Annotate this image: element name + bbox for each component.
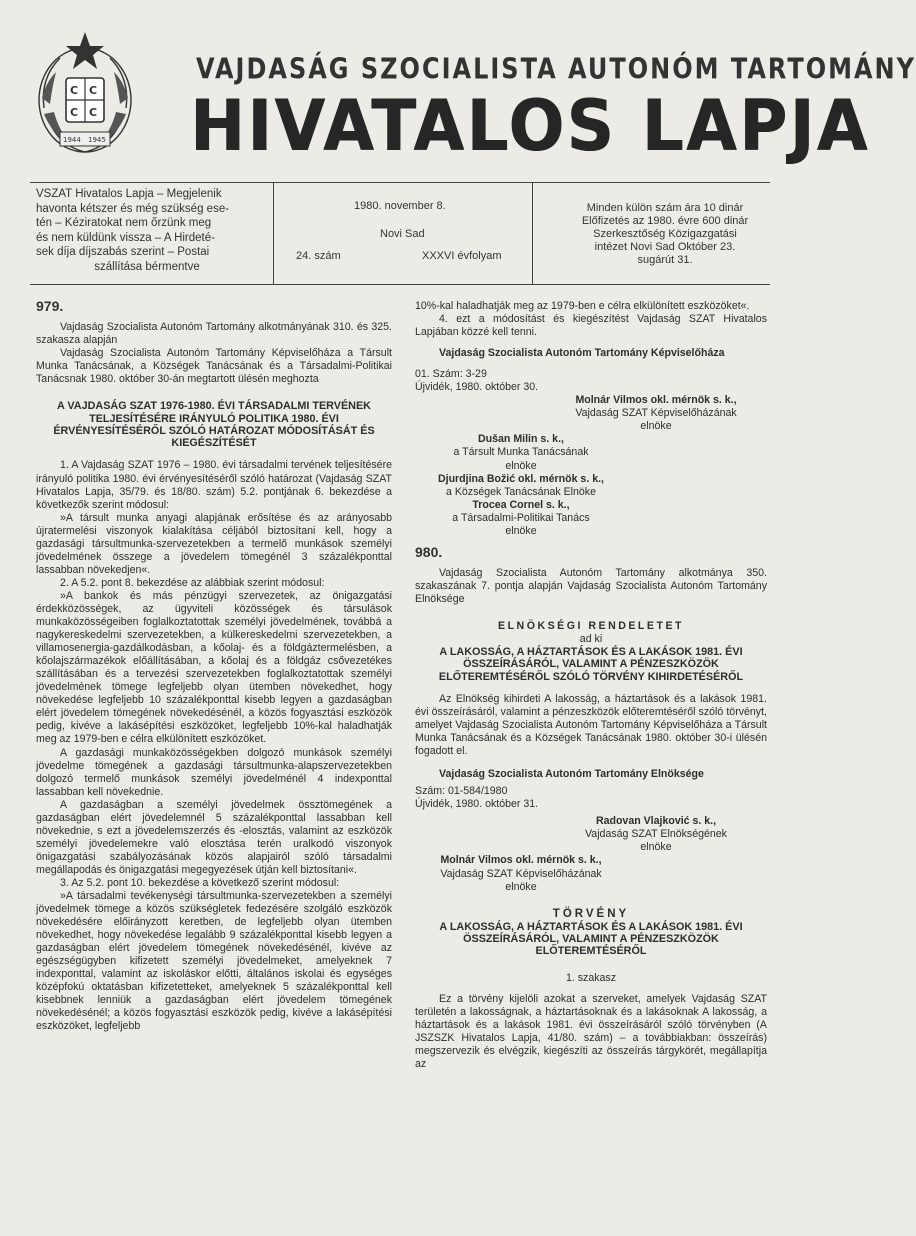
svg-text:1944: 1944 bbox=[63, 136, 81, 144]
svg-text:C: C bbox=[89, 84, 98, 97]
body-paragraph: »A bankok és más pénzügyi szervezetek, az önigazgatási érdekközösségek, az ügyviteli közösségek és társulások munkaközösségeiben foglalkoztatottak személyi jövedelmének, továbbá a nagykereskedelmi szervezetekben, a külkereskedelmi szervezetekben, a villamosenergia-gazdálkodásban, a kőolaj- és a földgáztermelésben, a kőolajszármazékok előállításában, a kőolaj és a földgáz csővezetékes szállításában és a tervezési szervezetekben foglalkoztatottak személyi jövedelmének tömege legfeljebb olyan ütemben növekedhet, hogy növekedése legfeljebb 10 százalékponttal kisebb legyen a gazdaságban elért jövedelem tömegének növekedésénél, a közös fogyasztási eszközök pedig, kivéve a lakásépítési eszközöket, legfeljebb 10%-kal haladhatják meg az 1979-ben e célra elkülönített eszközöket. bbox=[36, 589, 392, 746]
law-heading: A LAKOSSÁG, A HÁZTARTÁSOK ÉS A LAKÁSOK 1981. ÉVI ÖSSZEÍRÁSÁRÓL, VALAMINT A PÉNZESZKÖZÖK ELŐTEREMTÉSÉRŐL bbox=[439, 920, 743, 958]
decree-title: ELNÖKSÉGI RENDELETET bbox=[498, 619, 684, 632]
body-paragraph: A gazdaságban a személyi jövedelmek össztömegének a gazdaságban elért jövedelemnél 5 százalékponttal lassabban kell növekednie, s ezt a jövedelemszerzés és -elosztás, valamint az eszközök személyi jövedelemekre való elosztása terén uralkodó viszonyok önigazgatási szabályozásának közös alapjairól szóló társadalmi megállapodás és önigazgatási megegyezések útján kell biztosítani«. bbox=[36, 798, 392, 876]
body-paragraph: »A társult munka anyagi alapjának erősítése és az arányosabb újratermelési viszonyok kialakítása céljából biztosítani kell, hogy a gazdasági társultmunka-szervezetekben a termelő munkások személyi jövedelmének összege a jövedelem tömegénél 3 százalékponttal lassabban növekedjen«. bbox=[36, 511, 392, 576]
place-date: Újvidék, 1980. október 31. bbox=[415, 798, 539, 811]
right-column bbox=[415, 300, 767, 1071]
masthead-subtitle: VAJDASÁG SZOCIALISTA AUTONÓM TARTOMÁNY bbox=[196, 52, 916, 86]
decree-subtitle: ad ki bbox=[579, 633, 603, 646]
body-paragraph: 3. Az 5.2. pont 10. bekezdése a következő szerint módosul: bbox=[60, 876, 340, 889]
reference-number: 01. Szám: 3-29 bbox=[415, 368, 487, 381]
issue-details bbox=[276, 190, 528, 280]
item-number-980: 980. bbox=[415, 543, 443, 560]
law-title: TÖRVÉNY bbox=[552, 907, 630, 920]
intro-paragraph: Vajdaság Szocialista Autonóm Tartomány Képviselőháza a Társult Munka Tanácsának, a Községek Tanácsának és a Társadalmi-Politikai Tanácsnak 1980. október 30-án megtartott ülésén meghozta bbox=[36, 347, 392, 386]
issue-number: 24. szám bbox=[296, 250, 341, 262]
info-divider-left bbox=[273, 182, 274, 284]
item-number-979: 979. bbox=[36, 298, 64, 314]
svg-text:C: C bbox=[70, 84, 79, 97]
left-column bbox=[36, 300, 392, 1034]
body-paragraph: 2. A 5.2. pont 8. bekezdése az alábbiak szerint módosul: bbox=[60, 576, 325, 589]
body-paragraph: Az Elnökség kihirdeti A lakosság, a háztartások és a lakások 1981. évi összeírásáról, valamint a pénzeszközök előteremtéséről szóló törvényt, amelyet Vajdaság Szocialista Autonóm Tartomány Képviselőháza a Társult Munka Tanácsának és a Községek Tanácsának 1980. október 30-i ülésén fogadott el. bbox=[415, 692, 767, 758]
svg-text:C: C bbox=[70, 106, 79, 119]
body-paragraph: 4. ezt a módosítást és kiegészítést Vajdaság SZAT Hivatalos Lapjában közzé kell tenni. bbox=[415, 313, 767, 339]
intro-paragraph: Vajdaság Szocialista Autonóm Tartomány alkotmánya 350. szakaszának 7. pontja alapján Vajdaság Szocialista Autonóm Tartomány Elnöksége bbox=[415, 566, 767, 605]
top-rule bbox=[30, 182, 770, 183]
coat-of-arms-icon bbox=[30, 28, 140, 164]
signature-block: Molnár Vilmos okl. mérnök s. k., Vajdaság SZAT Képviselőházának elnöke bbox=[440, 854, 602, 893]
body-paragraph: A gazdasági munkaközösségekben dolgozó munkások személyi jövedelme tömegének a gazdasági társultmunka-alapszervezetekben dolgozó termelő munkások személyi jövedelménél 4 indexponttal lassabban kell növekednie. bbox=[36, 746, 392, 798]
reference-number: Szám: 01-584/1980 bbox=[415, 785, 508, 798]
bottom-rule bbox=[30, 284, 770, 285]
signature-block: Molnár Vilmos okl. mérnök s. k., Vajdaság SZAT Képviselőházának elnöke bbox=[575, 394, 737, 433]
issuing-authority: Vajdaság Szocialista Autonóm Tartomány Elnöksége bbox=[439, 768, 704, 781]
intro-paragraph: Vajdaság Szocialista Autonóm Tartomány alkotmányának 310. és 325. szakasza alapján bbox=[36, 321, 392, 347]
signature-block: Trocea Cornel s. k., a Társadalmi-Politikai Tanács elnöke bbox=[452, 498, 590, 537]
signature-block: Djurdjina Božić okl. mérnök s. k., a Községek Tanácsának Elnöke bbox=[437, 472, 604, 498]
svg-text:1945: 1945 bbox=[88, 136, 106, 144]
place-date: Újvidék, 1980. október 30. bbox=[415, 381, 539, 394]
info-divider-right bbox=[532, 182, 533, 284]
issuing-authority: Vajdaság Szocialista Autonóm Tartomány Képviselőháza bbox=[439, 347, 725, 360]
svg-text:C: C bbox=[89, 106, 98, 119]
body-paragraph: 10%-kal haladhatják meg az 1979-ben e célra elkülönített eszközöket«. bbox=[415, 300, 750, 312]
issue-date: 1980. november 8. bbox=[354, 200, 446, 212]
signature-block: Dušan Milin s. k., a Társult Munka Tanácsának elnöke bbox=[453, 433, 589, 472]
decree-heading: A LAKOSSÁG, A HÁZTARTÁSOK ÉS A LAKÁSOK 1981. ÉVI ÖSSZEÍRÁSÁRÓL, VALAMINT A PÉNZESZKÖZÖK ELŐTEREMTÉSÉRŐL SZÓLÓ TÖRVÉNY KIHIRDETÉSÉRŐL bbox=[438, 646, 744, 683]
section-heading: 1. szakasz bbox=[565, 971, 617, 984]
signature-block: Radovan Vlajković s. k., Vajdaság SZAT Elnökségének elnöke bbox=[585, 815, 727, 854]
price-info: Minden külön szám ára 10 dinár Előfizetés az 1980. évre 600 dinár Szerkesztőség Közigazgatási intézet Novi Sad Október 23. sugárút 31. bbox=[581, 202, 749, 266]
issue-city: Novi Sad bbox=[380, 228, 425, 240]
publication-notice: VSZAT Hivatalos Lapja – Megjelenik havonta kétszer és még szükség ese- tén – Kéziratokat nem őrzünk meg és nem küldünk vissza – A Hirdeté- sek díja díjszabás szerint – Postai szállítása bérmentve bbox=[36, 188, 230, 273]
resolution-heading: A VAJDASÁG SZAT 1976-1980. ÉVI TÁRSADALMI TERVÉNEK TELJESÍTÉSÉRE IRÁNYULÓ POLITIKA 1980. ÉVI ÉRVÉNYESÍTÉSÉRŐL SZÓLÓ HATÁROZAT MÓDOSÍTÁSÁT ÉS KIEGÉSZÍTÉSÉT bbox=[53, 400, 375, 450]
body-paragraph: 1. A Vajdaság SZAT 1976 – 1980. évi társadalmi tervének teljesítésére irányuló politika 1980. évi érvényesítéséről szóló határozat (Vajdaság SZAT Hivatalos Lapja, 35/79. és 18/80. szám) 5.2. pontjának 6. bekezdése a következők szerint módosul: bbox=[36, 459, 392, 511]
body-paragraph: »A társadalmi tevékenységi társultmunka-szervezetekben a személyi jövedelmek tömege a közös szükségletek fedezésére szolgáló eszközök növekedésére előirányzott keretben, de legfeljebb olyan ütemben növekedhet, hogy növekedése legalább 9 százalékponttal kisebb legyen a gazdaságban elért jövedelem tömegének növekedésénél, kivéve az egészségügyben kifizetett személyi jövedelmeket, amelyeknek 7 indexponttal, valamint az iskoláskor előtti, általános iskolai és egységes középfokú oktatásban kifizetetteket, amelyeknek 5 százalékponttal kell kisebbnek lenniük a gazdaságban elért jövedelem tömegének növekedésénél; a közös fogyasztási eszközök pedig, kivéve a lakásépítési eszközöket, legfeljebb bbox=[36, 890, 392, 1033]
issue-volume: XXXVI évfolyam bbox=[422, 250, 502, 262]
masthead-title: HIVATALOS LAPJA bbox=[190, 85, 870, 167]
body-paragraph: Ez a törvény kijelöli azokat a szerveket, amelyek Vajdaság SZAT területén a lakosságnak, a háztartásoknak és a lakásoknak A lakosság, a háztartások és a lakások 1981. évi összeírásáról szóló törvényben (A JSZSZK Hivatalos Lapja, 41/80. szám) – a továbbiakban: összeírás) megszervezik és elvégzik, kiegészíti az összeírás tárgykörét, megállapítja az bbox=[415, 992, 767, 1070]
